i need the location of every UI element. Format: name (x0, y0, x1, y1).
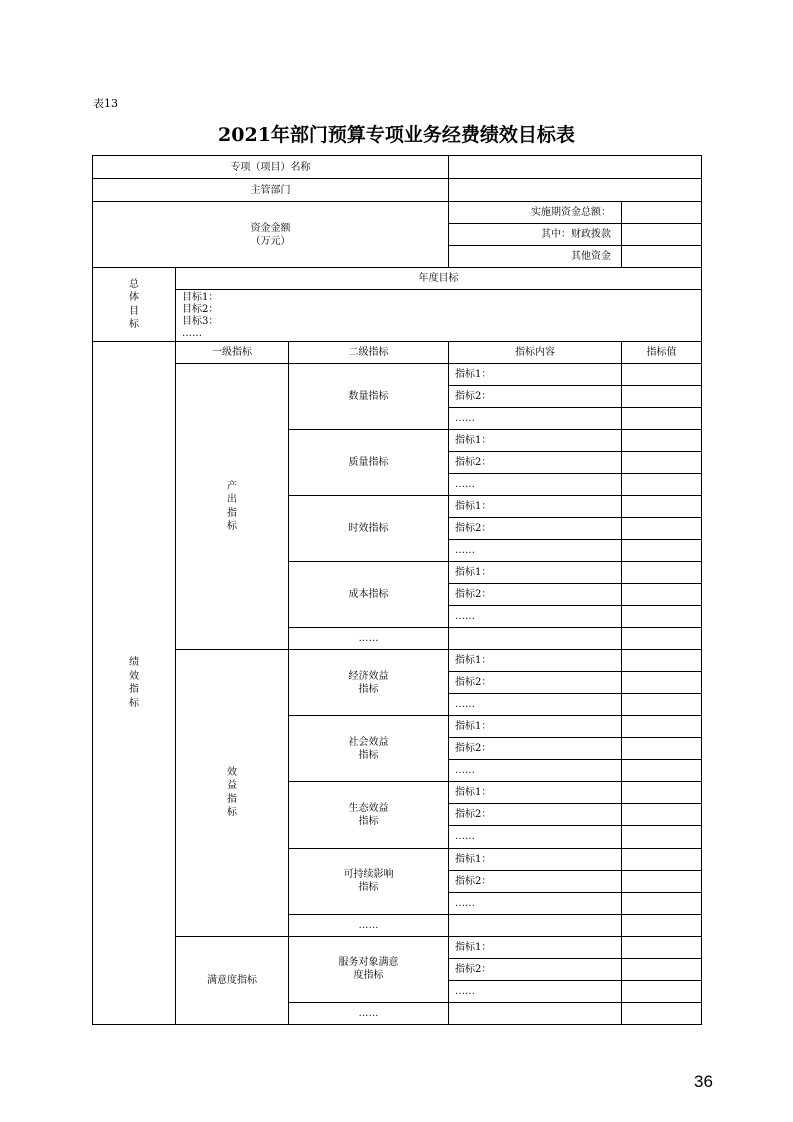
page-number: 36 (694, 1072, 713, 1091)
indicator-value-cell[interactable] (622, 584, 702, 606)
indicator-value-cell[interactable] (622, 430, 702, 452)
fund-total-label: 实施期资金总额： (449, 202, 622, 224)
indicator-content-cell[interactable]: …… (449, 408, 622, 430)
target-more: …… (182, 327, 202, 339)
col-level1: 一级指标 (176, 342, 289, 364)
indicator-content-cell[interactable]: 指标2： (449, 452, 622, 474)
fund-fiscal-label: 其中：财政拨款 (449, 224, 622, 246)
indicator-content-cell[interactable]: 指标1： (449, 936, 622, 958)
indicator-content-cell[interactable]: …… (449, 826, 622, 848)
page-title: 2021年部门预算专项业务经费绩效目标表 (218, 124, 575, 146)
annual-target-content-row (93, 290, 702, 342)
indicator-value-cell[interactable] (622, 848, 702, 870)
indicator-content-cell[interactable]: 指标1： (449, 848, 622, 870)
indicator-value-cell[interactable] (622, 386, 702, 408)
indicator-value-cell[interactable] (622, 606, 702, 628)
performance-target-table (92, 155, 702, 1025)
timeliness-label: 时效指标 (289, 496, 449, 562)
indicator-value-cell[interactable] (622, 518, 702, 540)
col-level2: 二级指标 (289, 342, 449, 364)
indicator-value-cell[interactable] (622, 980, 702, 1002)
overall-target-label-cell (93, 268, 176, 342)
indicator-value-cell[interactable] (622, 562, 702, 584)
overall-target-label: 总体目标 (129, 278, 139, 331)
table-row (93, 650, 702, 672)
economic-label: 经济效益指标 (348, 670, 389, 695)
indicator-value-cell[interactable] (622, 628, 702, 650)
quality-label: 质量指标 (289, 430, 449, 496)
col-value: 指标值 (622, 342, 702, 364)
project-name-input[interactable] (449, 156, 702, 179)
ecological-label-cell (289, 782, 449, 848)
target-3: 目标3： (182, 315, 219, 327)
indicator-content-cell[interactable] (449, 1002, 622, 1024)
indicator-content-cell[interactable]: …… (449, 694, 622, 716)
indicator-content-cell[interactable] (449, 628, 622, 650)
indicator-content-cell[interactable]: 指标1： (449, 650, 622, 672)
indicator-content-cell[interactable]: …… (449, 892, 622, 914)
service-label-cell (289, 936, 449, 1002)
annual-target-header-row (93, 268, 702, 290)
indicator-content-cell[interactable]: 指标2： (449, 804, 622, 826)
project-name-label: 专项（项目）名称 (93, 156, 449, 179)
indicator-value-cell[interactable] (622, 826, 702, 848)
output-label-cell (176, 364, 289, 650)
fund-total-input[interactable] (622, 202, 702, 224)
benefit-label-cell (176, 650, 289, 936)
indicator-content-cell[interactable]: 指标1： (449, 496, 622, 518)
indicator-content-cell[interactable]: 指标1： (449, 364, 622, 386)
project-name-row (93, 156, 702, 179)
ecological-label: 生态效益指标 (348, 802, 389, 827)
dept-row (93, 179, 702, 202)
quantity-label: 数量指标 (289, 364, 449, 430)
indicator-value-cell[interactable] (622, 892, 702, 914)
dept-label: 主管部门 (93, 179, 449, 202)
table-row (93, 936, 702, 958)
fund-total-row (93, 202, 702, 224)
fund-other-label: 其他资金 (449, 246, 622, 268)
indicator-value-cell[interactable] (622, 760, 702, 782)
indicator-value-cell[interactable] (622, 782, 702, 804)
indicator-value-cell[interactable] (622, 936, 702, 958)
indicator-value-cell[interactable] (622, 540, 702, 562)
benefit-more-label: …… (289, 914, 449, 936)
indicator-value-cell[interactable] (622, 958, 702, 980)
indicator-content-cell[interactable]: …… (449, 760, 622, 782)
indicator-value-cell[interactable] (622, 694, 702, 716)
indicator-content-cell[interactable]: …… (449, 540, 622, 562)
indicator-content-cell[interactable]: …… (449, 980, 622, 1002)
indicator-value-cell[interactable] (622, 408, 702, 430)
fund-unit: （万元） (250, 235, 291, 247)
output-more-label: …… (289, 628, 449, 650)
economic-label-cell (289, 650, 449, 716)
indicator-content-cell[interactable]: 指标2： (449, 738, 622, 760)
indicator-content-cell[interactable]: 指标2： (449, 958, 622, 980)
indicator-content-cell[interactable]: 指标1： (449, 716, 622, 738)
indicator-content-cell[interactable]: 指标1： (449, 430, 622, 452)
indicator-value-cell[interactable] (622, 870, 702, 892)
indicator-content-cell[interactable]: 指标2： (449, 518, 622, 540)
fund-fiscal-input[interactable] (622, 224, 702, 246)
indicator-content-cell[interactable]: 指标2： (449, 584, 622, 606)
sustainable-label: 可持续影响指标 (343, 869, 394, 894)
indicator-value-cell[interactable] (622, 474, 702, 496)
indicator-value-cell[interactable] (622, 1002, 702, 1024)
indicator-value-cell[interactable] (622, 804, 702, 826)
table-row (93, 364, 702, 386)
fund-label-cell (93, 202, 449, 268)
perf-label: 绩效指标 (129, 657, 139, 709)
indicator-value-cell[interactable] (622, 672, 702, 694)
target-1: 目标1： (182, 291, 219, 303)
indicator-value-cell[interactable] (622, 914, 702, 936)
annual-target-label: 年度目标 (176, 268, 702, 290)
fund-other-input[interactable] (622, 246, 702, 268)
dept-input[interactable] (449, 179, 702, 202)
indicator-content-cell[interactable]: 指标1： (449, 782, 622, 804)
annual-target-content[interactable] (176, 290, 702, 342)
perf-label-cell (93, 342, 176, 1025)
sustainable-label-cell (289, 848, 449, 914)
indicator-content-cell[interactable]: …… (449, 606, 622, 628)
indicator-header-row (93, 342, 702, 364)
indicator-value-cell[interactable] (622, 738, 702, 760)
benefit-label: 效益指标 (227, 766, 237, 819)
indicator-content-cell[interactable]: 指标2： (449, 870, 622, 892)
indicator-content-cell[interactable] (449, 914, 622, 936)
indicator-value-cell[interactable] (622, 496, 702, 518)
cost-label: 成本指标 (289, 562, 449, 628)
indicator-value-cell[interactable] (622, 650, 702, 672)
indicator-value-cell[interactable] (622, 364, 702, 386)
social-label: 社会效益指标 (348, 736, 389, 761)
indicator-content-cell[interactable]: 指标1： (449, 562, 622, 584)
indicator-content-cell[interactable]: …… (449, 474, 622, 496)
indicator-value-cell[interactable] (622, 716, 702, 738)
satisfaction-label: 满意度指标 (176, 936, 289, 1024)
indicator-content-cell[interactable]: 指标2： (449, 386, 622, 408)
social-label-cell (289, 716, 449, 782)
indicator-content-cell[interactable]: 指标2： (449, 672, 622, 694)
indicator-value-cell[interactable] (622, 452, 702, 474)
output-label: 产出指标 (227, 480, 237, 533)
target-2: 目标2： (182, 303, 219, 315)
satisfaction-more-label: …… (289, 1002, 449, 1024)
service-label: 服务对象满意度指标 (338, 957, 399, 982)
table-number: 表13 (93, 97, 118, 110)
fund-label: 资金金额 (250, 222, 291, 234)
col-content: 指标内容 (449, 342, 622, 364)
